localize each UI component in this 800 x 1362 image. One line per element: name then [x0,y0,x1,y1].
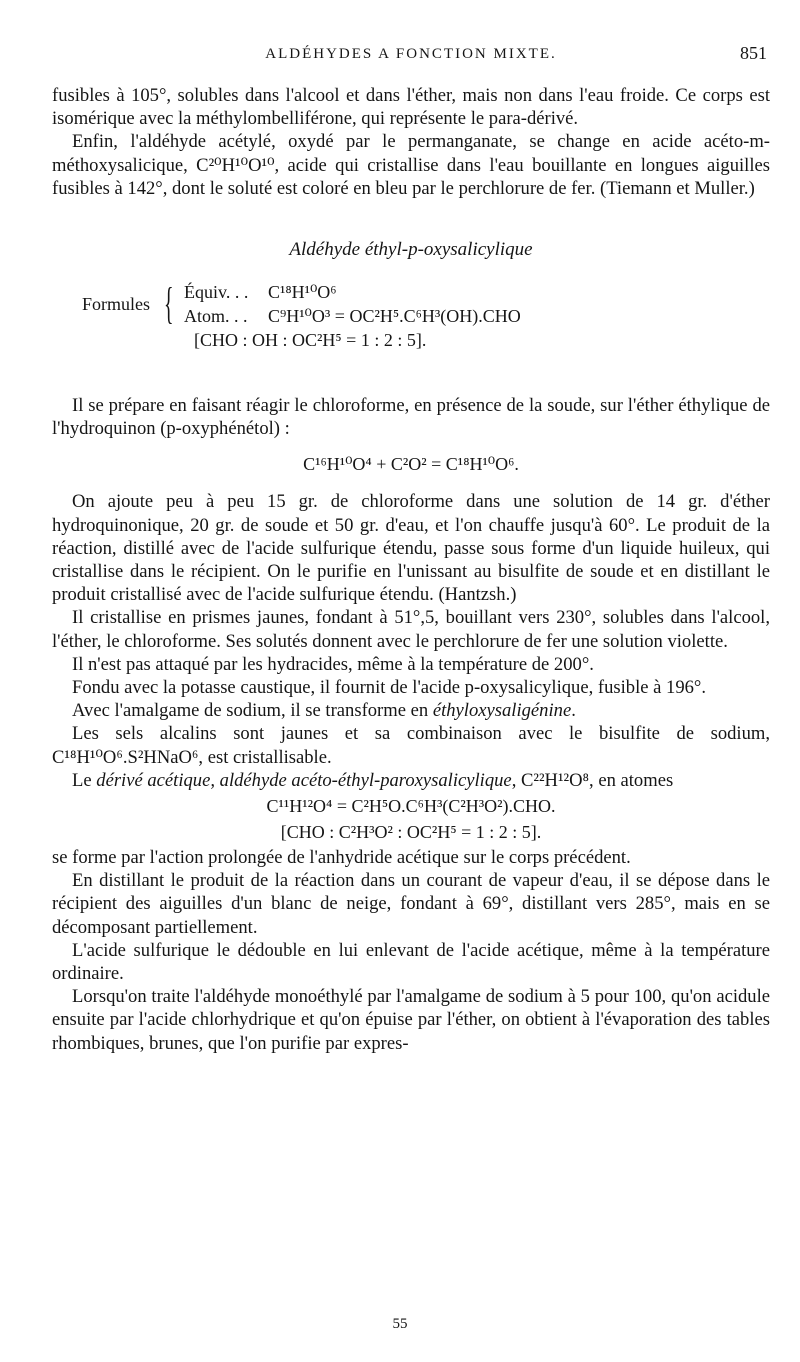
paragraph [52,699,770,722]
text-run: . [571,700,576,722]
paragraph: Enfin, l'aldéhyde acétylé, oxydé par le permanganate, se change en acide acéto-m-méthoxysalicique, C²⁰H¹⁰O¹⁰, acide qui cristallise dans l'eau bouillante en longues aiguilles fusibles à 142°, dont le soluté est coloré en bleu par le perchlorure de fer. (Tiemann et Muller.) [52,131,770,199]
atomic-formula: C¹¹H¹²O⁴ = C²H⁵O.C⁶H³(C²H³O²).CHO. [266,796,556,817]
paragraph: Fondu avec la potasse caustique, il fournit de l'acide p-oxysalicylique, fusible à 196°. [72,677,707,699]
signature-mark: 55 [392,1316,408,1332]
formula-block [52,279,770,356]
paragraph: se forme par l'action prolongée de l'anhydride acétique sur le corps précédent. [52,847,631,869]
paragraph: Il se prépare en faisant réagir le chloroforme, en présence de la soude, sur l'éther éthylique de l'hydroquinon (p-oxyphénétol) : [52,395,770,440]
paragraph: En distillant le produit de la réaction dans un courant de vapeur d'eau, il se dépose dans le récipient des aiguilles d'un blanc de neige, fondant à 69°, distillant vers 285°, mais en se décomposant partiellement. [52,870,770,938]
text-run: Le [72,769,97,791]
page-body [52,84,770,1055]
brace-glyph: { [164,279,174,329]
atom-formula: C⁹H¹⁰O³ = OC²H⁵.C⁶H³(OH).CHO [268,306,521,327]
text-run: , C²²H¹²O⁸, en atomes [511,769,674,791]
atom-label: Atom. . . [184,306,248,327]
paragraph: On ajoute peu à peu 15 gr. de chloroforme dans une solution de 14 gr. d'éther hydroquinonique, 20 gr. de soude et 50 gr. d'eau, et l'on chauffe jusqu'à 60°. Le produit de la réaction, distillé avec de l'acide sulfurique étendu, passe sous forme d'un liquide huileux, qui cristallise dans le récipient. On le purifie en l'unissant au bisulfite de soude et en distillant le produit cristallisé avec de l'acide sulfurique étendu. (Hantzsh.) [52,491,770,606]
paragraph [52,769,770,792]
italic-term: éthyloxysaligénine [432,700,572,722]
text-run: Avec l'amalgame de sodium, il se transforme en [72,700,433,722]
paragraph: L'acide sulfurique le dédouble en lui enlevant de l'acide acétique, même à la température ordinaire. [52,939,770,985]
section-title: Aldéhyde éthyl-p-oxysalicylique [289,239,533,261]
equiv-label: Équiv. . . [184,282,249,303]
paragraph: Il n'est pas attaqué par les hydracides, même à la température de 200°. [72,653,594,675]
formulas-label: Formules [82,294,151,315]
paragraph: Lorsqu'on traite l'aldéhyde monoéthylé par l'amalgame de sodium à 5 pour 100, qu'on acidule ensuite par l'acide chlorhydrique et qu'on épuise par l'éther, on obtient à l'évaporation des tables rhombiques, brunes, que l'on purifie par expres- [52,986,770,1054]
page-number: 851 [740,43,767,63]
reaction-equation: C¹⁶H¹⁰O⁴ + C²O² = C¹⁸H¹⁰O⁶. [303,454,519,475]
running-head: ALDÉHYDES A FONCTION MIXTE. [265,46,557,62]
italic-term: dérivé acétique, aldéhyde acéto-éthyl-paroxysalicylique [96,769,512,791]
paragraph: Il cristallise en prismes jaunes, fondant à 51°,5, bouillant vers 230°, solubles dans l'alcool, l'éther, le chloroforme. Ses solutés donnent avec le perchlorure de fer une solution violette. [52,607,770,652]
position-ratio: [CHO : OH : OC²H⁵ = 1 : 2 : 5]. [194,330,427,351]
paragraph-continued: fusibles à 105°, solubles dans l'alcool et dans l'éther, mais non dans l'eau froide. Ce corps est isomérique avec la méthylombelliférone, qui représente le para-dérivé. [52,85,770,130]
paragraph: Les sels alcalins sont jaunes et sa combinaison avec le bisulfite de sodium, C¹⁸H¹⁰O⁶.S²HNaO⁶, est cristallisable. [52,723,770,768]
equiv-formula: C¹⁸H¹⁰O⁶ [268,282,337,303]
position-ratio: [CHO : C²H³O² : OC²H⁵ = 1 : 2 : 5]. [280,822,542,843]
page-header [55,40,767,72]
